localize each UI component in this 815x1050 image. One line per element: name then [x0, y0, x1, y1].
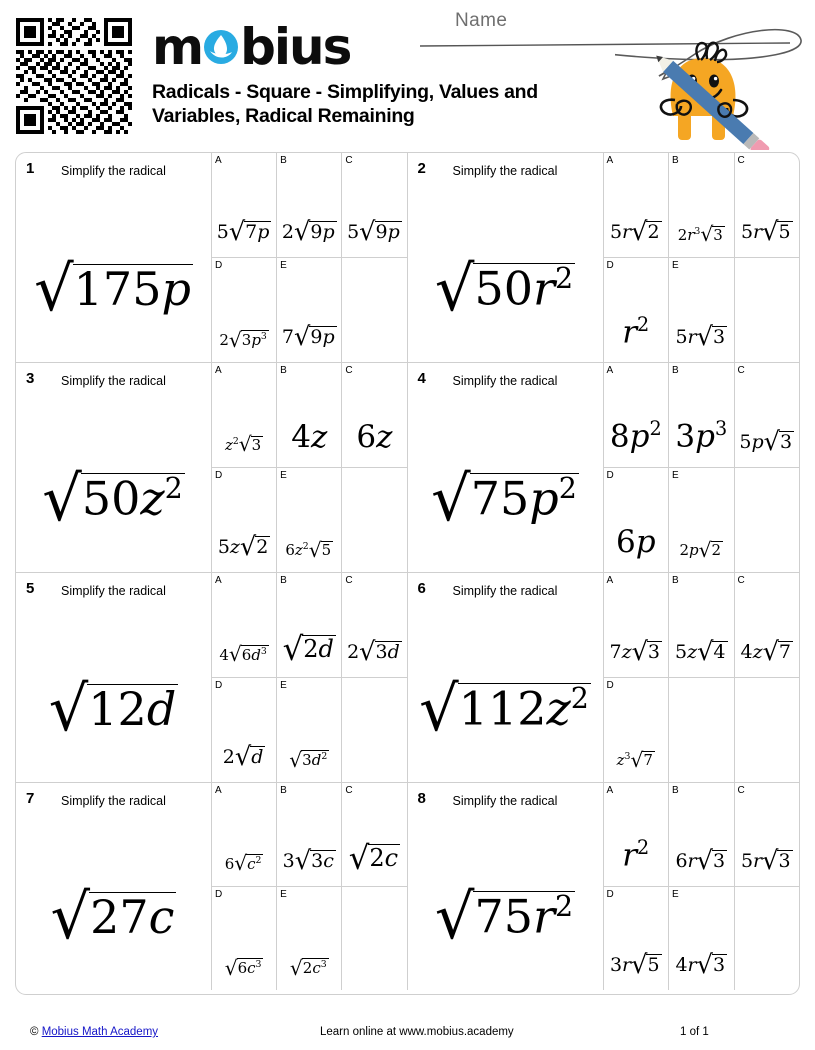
question-row	[16, 783, 799, 990]
choice-value: $z^3√7$	[616, 747, 653, 772]
choice-option-d[interactable]	[212, 468, 277, 573]
choice-option-b[interactable]	[669, 153, 735, 257]
choice-letter: C	[345, 365, 353, 376]
logo-text-m: m	[152, 18, 203, 76]
question-instruction: Simplify the radical	[61, 374, 166, 388]
choice-row-bottom	[212, 887, 407, 991]
question-instruction: Simplify the radical	[61, 164, 166, 178]
choice-letter: D	[215, 679, 223, 691]
choice-option-d[interactable]	[604, 678, 670, 783]
question-expression: $√75p^2$	[431, 462, 577, 536]
choice-value: 5r√3	[740, 845, 791, 876]
choice-option-d[interactable]	[212, 678, 277, 783]
question-expression: √175p	[34, 252, 191, 326]
choice-group	[212, 363, 407, 572]
choice-row-top	[212, 153, 407, 258]
choice-option-empty	[735, 468, 800, 573]
choice-row-top	[604, 363, 800, 468]
choice-letter: E	[280, 469, 287, 481]
choice-letter: C	[737, 785, 745, 796]
choice-letter: E	[672, 259, 679, 271]
choice-value: $6√c^2$	[224, 851, 262, 876]
question-number: 1	[26, 160, 35, 177]
choice-value: $r^2$	[622, 312, 650, 350]
choice-value: √2d	[282, 629, 334, 668]
choice-group	[604, 783, 800, 990]
choice-letter: A	[215, 155, 222, 166]
choice-option-c[interactable]	[735, 153, 800, 257]
choice-option-b[interactable]	[669, 363, 735, 467]
question-cell	[16, 573, 408, 782]
question-prompt	[408, 363, 604, 572]
choice-value: 4z√7	[740, 636, 792, 667]
choice-option-e[interactable]	[669, 887, 735, 991]
choice-letter: E	[280, 679, 287, 691]
choice-value: $√6c^3$	[224, 955, 262, 980]
choice-option-empty	[735, 887, 800, 991]
choice-value: 3r√5	[609, 950, 660, 981]
choice-letter: D	[606, 469, 614, 481]
choice-option-empty	[669, 678, 735, 783]
choice-value: $8p^2$	[609, 417, 662, 455]
choice-option-d[interactable]	[604, 258, 670, 363]
choice-option-a[interactable]	[212, 363, 277, 467]
choice-option-b[interactable]	[277, 153, 342, 257]
choice-option-empty	[342, 678, 406, 783]
choice-value: 5√9p	[347, 216, 400, 247]
question-cell	[408, 573, 800, 782]
choice-letter: C	[345, 785, 353, 796]
choice-letter: D	[606, 888, 614, 900]
question-expression: √12d	[48, 672, 177, 746]
choice-value: 6z	[356, 418, 393, 455]
question-number: 8	[417, 790, 426, 807]
choice-option-c[interactable]	[735, 363, 800, 467]
mobius-mascot-icon	[615, 14, 815, 150]
question-cell	[16, 363, 408, 572]
question-number: 3	[26, 370, 35, 387]
question-number: 2	[417, 160, 426, 177]
choice-letter: D	[606, 679, 614, 691]
choice-value: $z^2√3$	[224, 432, 262, 457]
question-number: 5	[26, 580, 35, 597]
choice-value: 5r√2	[609, 216, 660, 247]
choice-option-c[interactable]	[342, 153, 406, 257]
choice-group	[212, 783, 407, 990]
mobius-drop-icon	[203, 29, 239, 65]
question-row	[16, 363, 799, 573]
choice-option-e[interactable]	[277, 468, 342, 573]
choice-option-a[interactable]	[604, 153, 670, 257]
choice-value: 5z√4	[674, 636, 726, 667]
choice-letter: B	[280, 575, 287, 586]
qr-code-icon[interactable]	[16, 14, 132, 138]
choice-letter: B	[280, 155, 287, 166]
question-expression: $√75r^2$	[434, 880, 574, 954]
question-expression: √27c	[50, 880, 175, 954]
choice-row-top	[604, 783, 800, 887]
brand-block	[152, 20, 572, 128]
choice-option-e[interactable]	[277, 887, 342, 991]
choice-row-bottom	[212, 468, 407, 573]
choice-group	[604, 573, 800, 782]
question-instruction: Simplify the radical	[452, 374, 558, 388]
choice-letter: E	[672, 888, 679, 900]
choice-option-c[interactable]	[342, 363, 406, 467]
choice-option-c[interactable]	[735, 573, 800, 677]
choice-option-e[interactable]	[277, 678, 342, 783]
choice-option-empty	[342, 887, 406, 991]
choice-value: 6r√3	[675, 845, 726, 876]
choice-letter: A	[606, 365, 614, 376]
choice-value: 7z√3	[609, 636, 661, 667]
choice-value: $√3d^2$	[289, 747, 328, 772]
choice-letter: C	[345, 155, 353, 166]
choice-option-e[interactable]	[277, 258, 342, 363]
question-instruction: Simplify the radical	[61, 584, 166, 598]
question-instruction: Simplify the radical	[452, 164, 558, 178]
choice-option-b[interactable]	[277, 573, 342, 677]
choice-group	[604, 363, 800, 572]
choice-letter: B	[280, 365, 287, 376]
choice-row-bottom	[212, 678, 407, 783]
choice-option-e[interactable]	[669, 468, 735, 573]
choice-value: 4z	[291, 418, 328, 455]
choice-option-c[interactable]	[342, 573, 406, 677]
choice-group	[212, 573, 407, 782]
choice-row-top	[604, 573, 800, 678]
question-prompt	[16, 153, 212, 362]
choice-row-top	[212, 573, 407, 678]
choice-row-top	[604, 153, 800, 258]
choice-option-a[interactable]	[212, 573, 277, 677]
question-prompt	[16, 783, 212, 990]
choice-letter: A	[606, 575, 614, 586]
question-number: 4	[417, 370, 426, 387]
choice-row-bottom	[212, 258, 407, 363]
choice-letter: B	[280, 785, 287, 796]
question-instruction: Simplify the radical	[61, 794, 166, 808]
choice-letter: C	[737, 155, 745, 166]
choice-value: $2r^3√3$	[677, 222, 723, 247]
choice-value: $2√3p^3$	[219, 327, 267, 352]
worksheet-grid	[15, 152, 800, 995]
choice-value: 2√9p	[281, 216, 335, 247]
choice-value: 6p	[615, 524, 656, 560]
question-number: 7	[26, 790, 35, 807]
question-instruction: Simplify the radical	[452, 584, 558, 598]
mobius-math-academy-link[interactable]: Mobius Math Academy	[41, 1026, 159, 1038]
choice-value: $r^2$	[622, 836, 650, 874]
page-title: Radicals - Square - Simplifying, Values and Variables, Radical Remaining	[152, 81, 538, 127]
question-cell	[408, 153, 800, 362]
choice-option-a[interactable]	[212, 153, 277, 257]
question-prompt	[16, 363, 212, 572]
choice-option-b[interactable]	[669, 573, 735, 677]
choice-value: 3√3c	[282, 845, 334, 876]
choice-option-empty	[735, 258, 800, 363]
question-prompt	[408, 783, 604, 990]
choice-letter: A	[606, 785, 614, 796]
question-expression: $√50r^2$	[434, 252, 574, 326]
choice-group	[212, 153, 407, 362]
question-cell	[408, 783, 800, 990]
footer-copyright	[30, 1026, 158, 1038]
question-cell	[16, 153, 408, 362]
choice-value: 7√9p	[281, 322, 335, 353]
choice-option-d[interactable]	[212, 887, 277, 991]
choice-letter: B	[672, 785, 679, 796]
choice-letter: E	[280, 888, 287, 900]
choice-value: 2p√2	[679, 537, 722, 562]
page-footer	[0, 1022, 815, 1048]
choice-letter: D	[606, 259, 614, 271]
choice-letter: C	[737, 575, 745, 586]
choice-option-empty	[342, 258, 406, 363]
choice-row-bottom	[604, 468, 800, 573]
choice-letter: B	[672, 575, 679, 586]
choice-row-bottom	[604, 887, 800, 991]
choice-letter: B	[672, 155, 679, 166]
choice-option-b[interactable]	[277, 363, 342, 467]
choice-letter: C	[737, 365, 745, 376]
question-number: 6	[417, 580, 426, 597]
choice-value: 5p√3	[739, 426, 793, 457]
question-expression: $√112z^2$	[419, 672, 589, 746]
choice-option-a[interactable]	[604, 363, 670, 467]
question-row	[16, 153, 799, 363]
choice-option-c[interactable]	[735, 783, 800, 886]
choice-option-d[interactable]	[212, 258, 277, 363]
choice-letter: D	[215, 469, 223, 481]
choice-value: 2√3d	[347, 636, 400, 667]
choice-row-top	[212, 363, 407, 468]
choice-value: 5z√2	[217, 532, 269, 563]
choice-row-bottom	[604, 258, 800, 363]
choice-option-empty	[342, 468, 406, 573]
question-prompt	[16, 573, 212, 782]
choice-option-a[interactable]	[604, 573, 670, 677]
choice-value: 2√d	[222, 742, 264, 773]
logo-text-bius: bius	[240, 18, 351, 76]
choice-option-e[interactable]	[669, 258, 735, 363]
choice-option-empty	[735, 678, 800, 783]
choice-option-b[interactable]	[277, 783, 342, 886]
page-header	[0, 0, 815, 150]
question-cell	[408, 363, 800, 572]
choice-letter: E	[672, 469, 679, 481]
choice-option-d[interactable]	[604, 468, 670, 573]
choice-row-top	[212, 783, 407, 887]
choice-value: $√2c^3$	[289, 955, 327, 980]
name-label: Name	[455, 10, 508, 31]
choice-option-c[interactable]	[342, 783, 406, 886]
question-cell	[16, 783, 408, 990]
choice-value: 5√7p	[216, 216, 270, 247]
question-prompt	[408, 573, 604, 782]
footer-learn-online-text: Learn online at www.mobius.academy	[320, 1026, 514, 1038]
choice-option-a[interactable]	[604, 783, 670, 886]
footer-page-number: 1 of 1	[680, 1026, 709, 1038]
choice-value: √2c	[348, 838, 399, 877]
choice-value: 5r√3	[675, 322, 726, 353]
choice-group	[604, 153, 800, 362]
choice-value: 4r√3	[675, 950, 726, 981]
choice-letter: E	[280, 259, 287, 271]
choice-letter: D	[215, 888, 223, 900]
question-expression: $√50z^2$	[42, 462, 183, 536]
choice-letter: A	[606, 155, 614, 166]
choice-value: $3p^3$	[675, 417, 728, 455]
question-prompt	[408, 153, 604, 362]
choice-value: $4√6d^3$	[219, 642, 267, 667]
choice-letter: A	[215, 365, 222, 376]
choice-option-a[interactable]	[212, 783, 277, 886]
choice-option-d[interactable]	[604, 887, 670, 991]
question-row	[16, 573, 799, 783]
choice-letter: B	[672, 365, 679, 376]
choice-option-b[interactable]	[669, 783, 735, 886]
choice-letter: A	[215, 785, 222, 796]
choice-letter: A	[215, 575, 222, 586]
question-instruction: Simplify the radical	[452, 794, 558, 808]
choice-value: $6z^2√5$	[285, 537, 332, 562]
choice-row-bottom	[604, 678, 800, 783]
choice-letter: D	[215, 259, 223, 271]
choice-letter: C	[345, 575, 353, 586]
choice-value: 5r√5	[740, 216, 791, 247]
copyright-symbol: ©	[30, 1026, 39, 1038]
